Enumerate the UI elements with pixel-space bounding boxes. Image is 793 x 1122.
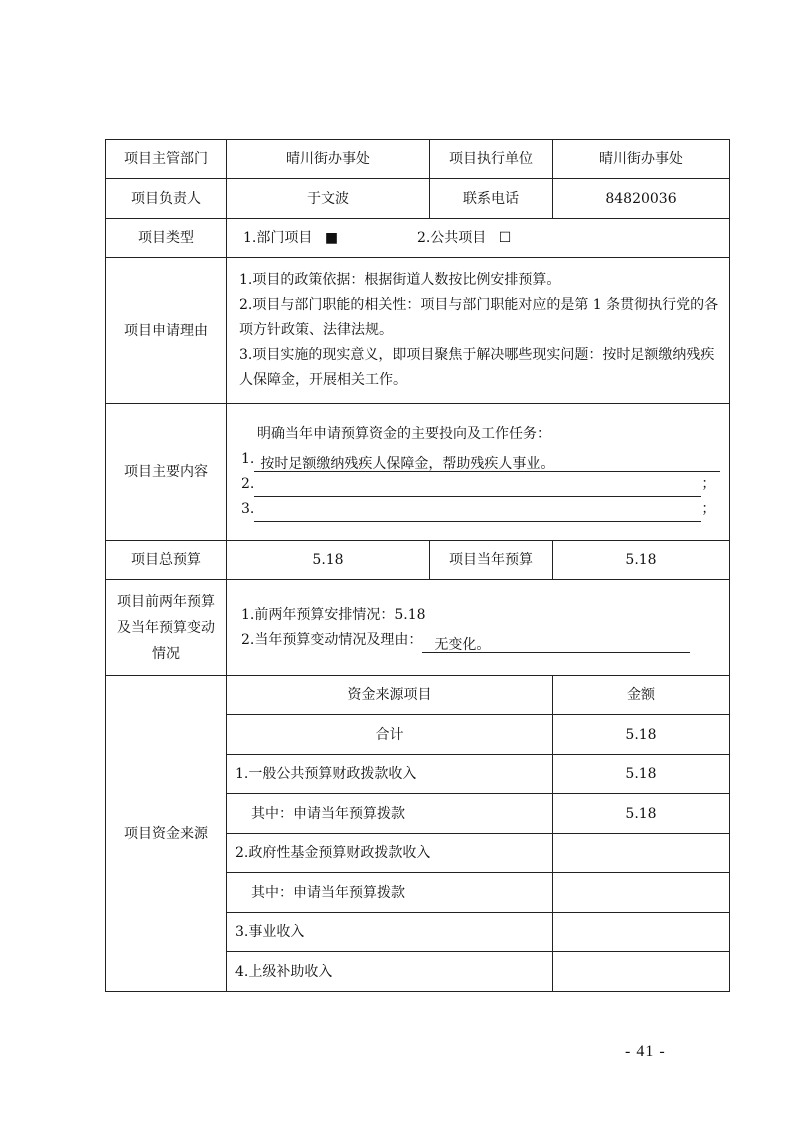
funding-amount: [553, 913, 730, 952]
funding-amount: [553, 952, 730, 992]
current-budget-value: 5.18: [553, 541, 730, 580]
prev-budget-line-2-prefix: 2.当年预算变动情况及理由：: [241, 631, 423, 648]
prev-budget-line-2: [227, 628, 729, 653]
dept-label: 项目主管部门: [106, 140, 227, 179]
reason-row: [106, 258, 730, 404]
content-item-2-number: 2.: [241, 476, 255, 492]
content-label: 项目主要内容: [106, 404, 227, 541]
funding-item: 1.一般公共预算财政拨款收入: [227, 755, 553, 794]
funding-item: 其中：申请当年预算拨款: [227, 873, 553, 913]
funding-item: 4.上级补助收入: [227, 952, 553, 992]
page-number: - 41 -: [625, 1043, 666, 1060]
reason-label: 项目申请理由: [106, 258, 227, 404]
reason-paragraph-3: 3.项目实施的现实意义，即项目聚焦于解决哪些现实问题：按时足额缴纳残疾人保障金，开展相关工作。: [239, 347, 715, 388]
funding-amount: [553, 834, 730, 873]
reason-paragraph-1: 1.项目的政策依据：根据街道人数按比例安排预算。: [239, 272, 561, 288]
funding-item: 其中：申请当年预算拨款: [227, 794, 553, 834]
prev-budget-line-1: 1.前两年预算安排情况：5.18: [241, 606, 426, 623]
content-body: [227, 404, 730, 541]
total-budget-label: 项目总预算: [106, 541, 227, 580]
content-item-3-end: ；: [701, 501, 716, 517]
exec-unit-value: 晴川街办事处: [553, 140, 730, 179]
project-form-table: [105, 139, 730, 992]
prev-budget-change-value: 无变化。: [434, 636, 491, 653]
content-item-3-number: 3.: [241, 501, 255, 517]
type-row: [106, 219, 730, 258]
funding-item: 合计: [227, 715, 553, 755]
exec-unit-label: 项目执行单位: [430, 140, 553, 179]
phone-label: 联系电话: [430, 179, 553, 219]
funding-header-item: 资金来源项目: [227, 676, 553, 715]
content-item-1-underline: [254, 452, 720, 472]
reason-paragraph-2: 2.项目与部门职能的相关性：项目与部门职能对应的是第 1 条贯彻执行党的各项方针政策、法律法规。: [239, 297, 719, 338]
content-item-2: [227, 472, 729, 497]
leader-label: 项目负责人: [106, 179, 227, 219]
content-item-1-text: 按时足额缴纳残疾人保障金，帮助残疾人事业。: [260, 456, 555, 472]
leader-row: [106, 179, 730, 219]
funding-header-row: [106, 676, 730, 715]
content-item-1-number: 1.: [241, 451, 255, 467]
reason-content: [227, 258, 730, 404]
prev-budget-line-2-underline: [422, 633, 690, 653]
prev-budget-row: [106, 580, 730, 676]
filled-checkbox-icon: ■: [324, 230, 339, 246]
funding-amount: 5.18: [553, 794, 730, 834]
funding-item: 3.事业收入: [227, 913, 553, 952]
content-row: [106, 404, 730, 541]
content-item-1: [227, 447, 729, 472]
dept-value: 晴川街办事处: [227, 140, 430, 179]
content-item-2-underline: [254, 477, 701, 497]
type-option-public: 2.公共项目: [416, 230, 487, 246]
prev-budget-label: 项目前两年预算及当年预算变动情况: [106, 580, 227, 676]
funding-header-amount: 金额: [553, 676, 730, 715]
funding-amount: 5.18: [553, 715, 730, 755]
total-budget-value: 5.18: [227, 541, 430, 580]
content-item-3: [227, 497, 729, 522]
current-budget-label: 项目当年预算: [430, 541, 553, 580]
type-option-dept: 1.部门项目: [243, 230, 313, 246]
prev-budget-content: [227, 580, 730, 676]
leader-value: 于文波: [227, 179, 430, 219]
type-label: 项目类型: [106, 219, 227, 258]
content-item-3-underline: [254, 502, 701, 522]
funding-amount: 5.18: [553, 755, 730, 794]
funding-amount: [553, 873, 730, 913]
funding-label: 项目资金来源: [106, 676, 227, 992]
content-item-2-end: ；: [701, 476, 716, 492]
content-intro: 明确当年申请预算资金的主要投向及工作任务：: [257, 426, 551, 442]
phone-value: 84820036: [553, 179, 730, 219]
empty-checkbox-icon: ☐: [498, 230, 512, 246]
budget-row: [106, 541, 730, 580]
dept-row: [106, 140, 730, 179]
type-options: [227, 219, 730, 258]
funding-item: 2.政府性基金预算财政拨款收入: [227, 834, 553, 873]
